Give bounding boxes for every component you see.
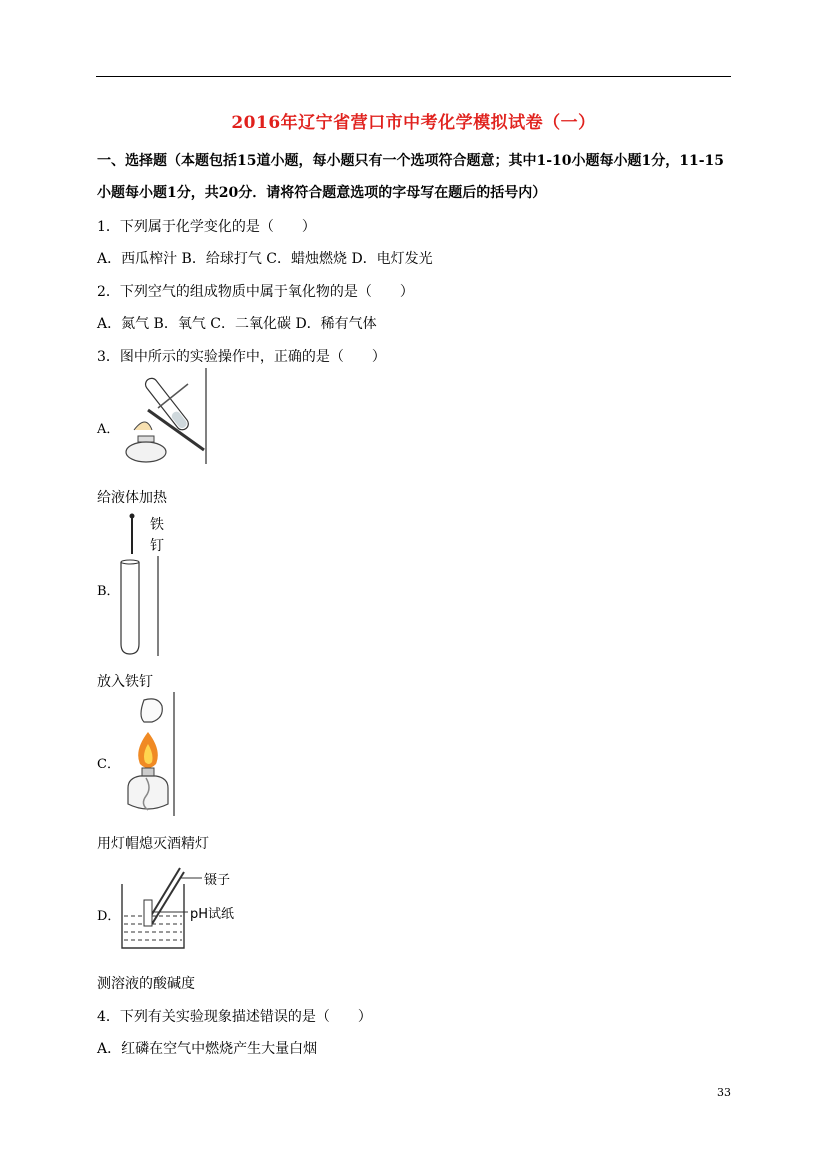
- lamp-cap-figure: [118, 692, 178, 816]
- test-tube-nail-figure: [118, 510, 168, 656]
- ph-paper-label: pH试纸: [190, 907, 235, 922]
- section-heading-line2: 小题每小题1分，共20分．请将符合题意选项的字母写在题后的括号内）: [97, 185, 547, 201]
- q3-option-c-label: C．: [97, 757, 120, 772]
- iron-label-1: 铁: [150, 517, 164, 533]
- q3-option-a-label: A．: [97, 422, 120, 437]
- question-4-stem: 4．下列有关实验现象描述错误的是（ ）: [97, 1009, 372, 1025]
- iron-label-2: 钉: [150, 538, 164, 554]
- header-rule: [96, 76, 731, 77]
- page-number: 33: [717, 1086, 731, 1099]
- section-heading-line1: 一、选择题（本题包括15道小题，每小题只有一个选项符合题意；其中1-10小题每小题1分，11-15: [97, 153, 725, 169]
- question-1-stem: 1．下列属于化学变化的是（ ）: [97, 219, 316, 235]
- question-2-options: A．氮气 B．氧气 C．二氧化碳 D．稀有气体: [97, 316, 377, 332]
- q3-option-b-label: B．: [97, 584, 120, 599]
- q3-option-b-caption: 放入铁钉: [97, 674, 153, 690]
- tweezers-label: 镊子: [204, 873, 231, 888]
- q3-option-a-caption: 给液体加热: [97, 490, 167, 506]
- q3-option-c-caption: 用灯帽熄灭酒精灯: [97, 836, 209, 852]
- question-4-option-a: A．红磷在空气中燃烧产生大量白烟: [97, 1041, 318, 1057]
- q3-option-d-label: D．: [97, 909, 121, 924]
- heating-liquid-figure: [118, 368, 210, 464]
- question-3-stem: 3．图中所示的实验操作中，正确的是（ ）: [97, 349, 386, 365]
- question-2-stem: 2．下列空气的组成物质中属于氧化物的是（ ）: [97, 284, 414, 300]
- q3-option-d-caption: 测溶液的酸碱度: [97, 976, 195, 992]
- exam-title: 2016年辽宁省营口市中考化学模拟试卷（一）: [231, 113, 596, 133]
- ph-test-figure: [118, 860, 240, 952]
- question-1-options: A．西瓜榨汁 B．给球打气 C．蜡烛燃烧 D．电灯发光: [97, 251, 433, 267]
